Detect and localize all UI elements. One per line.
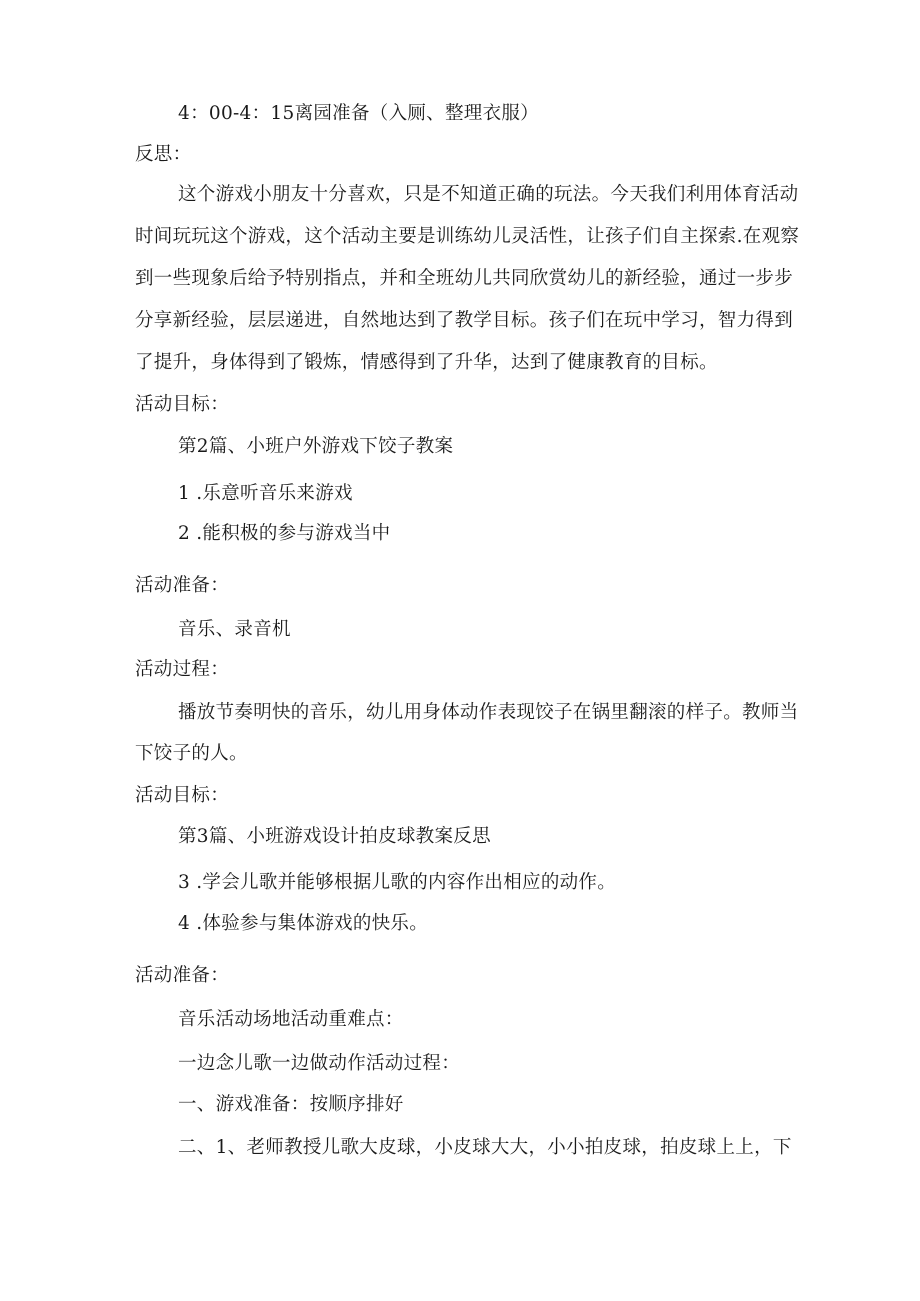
goal-heading-1: 活动目标： — [135, 394, 230, 415]
reflection-line-5: 了提升，身体得到了锻炼，情感得到了升华，达到了健康教育的目标。 — [135, 352, 718, 373]
process-line-1: 播放节奏明快的音乐，幼儿用身体动作表现饺子在锅里翻滚的样子。教师当 — [178, 702, 799, 723]
goal-2-item-1: 1 .乐意听音乐来游戏 — [178, 483, 353, 504]
chapter-2-title: 第2篇、小班户外游戏下饺子教案 — [178, 436, 454, 457]
goal-heading-2: 活动目标： — [135, 785, 230, 806]
difficulty-text: 一边念儿歌一边做动作活动过程： — [178, 1053, 461, 1074]
goal-3-item-1: 3 .学会儿歌并能够根据儿歌的内容作出相应的动作。 — [178, 872, 617, 893]
process-line-2: 下饺子的人。 — [135, 743, 248, 764]
reflection-line-4: 分享新经验，层层递进，自然地达到了教学目标。孩子们在玩中学习，智力得到 — [135, 310, 794, 331]
prep-heading-2: 活动准备： — [135, 965, 230, 986]
prep-heading-1: 活动准备： — [135, 575, 230, 596]
reflection-line-3: 到一些现象后给予特别指点，并和全班幼儿共同欣赏幼儿的新经验，通过一步步 — [135, 268, 794, 289]
process-heading-1: 活动过程： — [135, 659, 230, 680]
chapter-3-title: 第3篇、小班游戏设计拍皮球教案反思 — [178, 826, 491, 847]
schedule-line: 4：00-4：15离园准备（入厕、整理衣服） — [178, 103, 539, 124]
reflection-heading: 反思： — [135, 144, 192, 165]
reflection-line-2: 时间玩玩这个游戏，这个活动主要是训练幼儿灵活性，让孩子们自主探索.在观察 — [135, 226, 800, 247]
step-2: 二、1、老师教授儿歌大皮球，小皮球大大，小小拍皮球，拍皮球上上，下 — [178, 1137, 792, 1158]
goal-2-item-2: 2 .能积极的参与游戏当中 — [178, 523, 391, 544]
prep-text-2: 音乐活动场地活动重难点： — [178, 1009, 404, 1030]
reflection-line-1: 这个游戏小朋友十分喜欢，只是不知道正确的玩法。今天我们利用体育活动 — [178, 184, 799, 205]
prep-text-1: 音乐、录音机 — [178, 619, 291, 640]
step-1: 一、游戏准备：按顺序排好 — [178, 1094, 404, 1115]
goal-3-item-2: 4 .体验参与集体游戏的快乐。 — [178, 913, 429, 934]
